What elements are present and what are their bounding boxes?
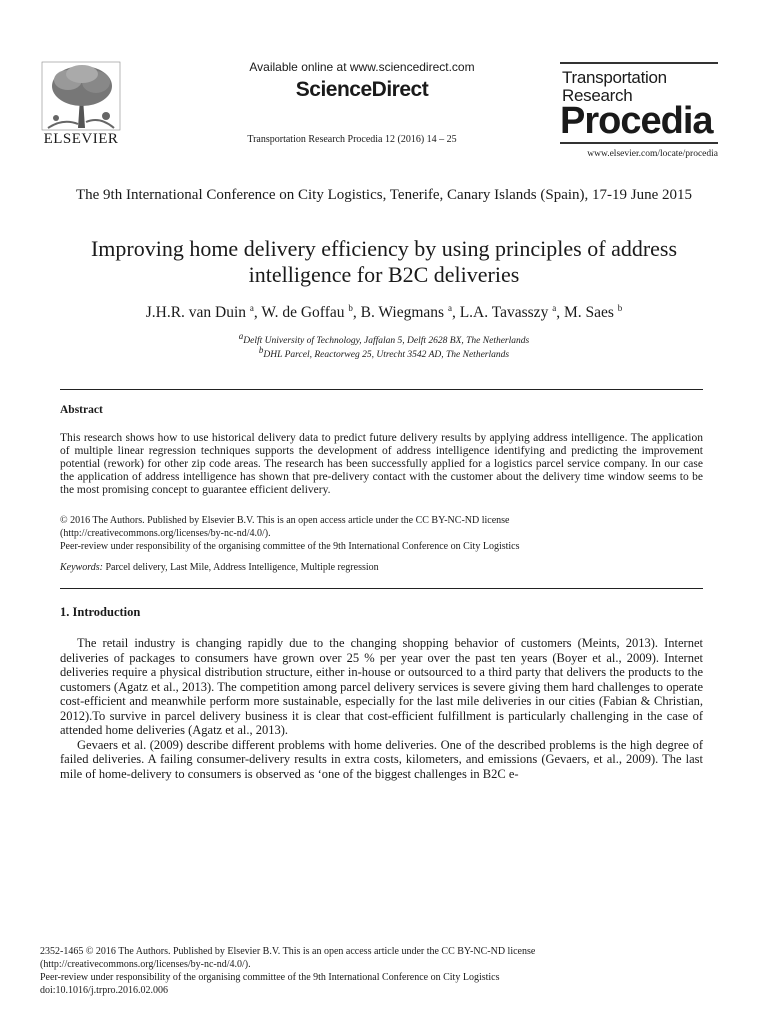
- journal-url-link[interactable]: www.elsevier.com/locate/procedia: [587, 149, 718, 159]
- license-link[interactable]: (http://creativecommons.org/licenses/by-nc-nd/4.0/).: [60, 528, 271, 539]
- copyright-line: © 2016 The Authors. Published by Elsevier B.V. This is an open access article under the CC BY-NC-ND license: [60, 515, 510, 526]
- journal-logo-procedia: Procedia: [560, 100, 713, 142]
- keywords-label: Keywords:: [60, 562, 103, 573]
- affiliation-a: [40, 331, 728, 347]
- abstract-heading: Abstract: [60, 404, 103, 416]
- publisher-wordmark: ELSEVIER: [43, 131, 119, 147]
- footer-notice: [40, 945, 728, 997]
- affiliation-mark: a: [238, 331, 244, 341]
- paragraph: Gevaers et al. (2009) describe different problems with home deliveries. One of the described problems is the high degree of failed deliveries. A failing consumer-delivery results in extra costs, kilometers, and emissions (Gevaers, et al., 2009). The last mile of home-delivery to consumers is observed as ‘one of the biggest challenges in B2C e-: [60, 737, 703, 781]
- affiliation-text: Delft University of Technology, Jaffalan 5, Delft 2628 BX, The Netherlands: [243, 336, 530, 347]
- author-name: J.H.R. van Duin: [145, 304, 247, 321]
- peer-review-line: Peer-review under responsibility of the organising committee of the 9th International Conference on City Logistics: [60, 541, 520, 552]
- author-name: M. Saes: [563, 304, 614, 321]
- keywords-text: Parcel delivery, Last Mile, Address Intelligence, Multiple regression: [105, 562, 379, 573]
- affiliation-b: [40, 345, 728, 361]
- footer-doi[interactable]: doi:10.1016/j.trpro.2016.02.006: [40, 985, 169, 996]
- affiliation-mark: b: [258, 345, 264, 355]
- author-affiliation-mark: a: [447, 302, 452, 313]
- author-affiliation-mark: a: [552, 302, 557, 313]
- journal-logo-top-rule: [560, 62, 718, 64]
- abstract-body: This research shows how to use historical delivery data to predict future delivery results by applying address intelligence. The application of multiple linear regression techniques supports the development of address intelligence identifying and predicting the improvement potential (rework) for other zip code areas. The research has been successfully applied for a logistics parcel service company. In our case the application of address intelligence has shown that pre-delivery contact with the customer about the delivery time window seems to be the most promising concept to guarantee efficient delivery.: [60, 432, 703, 496]
- keywords: [60, 562, 703, 573]
- footer-issn-line: 2352-1465 © 2016 The Authors. Published by Elsevier B.V. This is an open access article under the CC BY-NC-ND license: [40, 946, 536, 957]
- section-divider: [60, 588, 703, 589]
- author-affiliation-mark: b: [617, 302, 623, 313]
- introduction-heading: 1. Introduction: [60, 605, 141, 619]
- affiliation-text: DHL Parcel, Reactorweg 25, Utrecht 3542 AD, The Netherlands: [263, 350, 510, 361]
- paper-title: Improving home delivery efficiency by using principles of address intelligence for B2C deliveries: [90, 236, 678, 287]
- journal-logo-bottom-rule: [560, 142, 718, 144]
- author-name: W. de Goffau: [261, 304, 345, 321]
- copyright-notice: [60, 514, 703, 553]
- footer-license-link[interactable]: (http://creativecommons.org/licenses/by-nc-nd/4.0/).: [40, 959, 251, 970]
- journal-citation: Transportation Research Procedia 12 (2016) 14 – 25: [247, 134, 457, 145]
- journal-logo-line2: Research: [562, 86, 633, 105]
- sciencedirect-brand[interactable]: ScienceDirect: [295, 78, 429, 101]
- author-name: L.A. Tavasszy: [459, 304, 549, 321]
- available-online-text[interactable]: Available online at www.sciencedirect.com: [249, 60, 475, 74]
- conference-line: The 9th International Conference on City Logistics, Tenerife, Canary Islands (Spain), 17-19 June 2015: [75, 187, 693, 203]
- author-list: J.H.R. van Duin $^a$, W. de Goffau $^b$, B. Wiegmans $^a$, L.A. Tavasszy $^a$, M. Saes $^b$: [145, 302, 623, 321]
- paragraph: The retail industry is changing rapidly due to the changing shopping behavior of customers (Meints, 2013). Internet deliveries of packages to consumers have grown over 25 % per year over the past ten years (Boyer et al., 2009). Internet deliveries require a physical distribution structure, either in-house or outsourced to a third party that delivers the products to the customers (Agatz et al., 2013). The competition among parcel delivery services is severe giving them hard challenges to operate cost-efficient and meanwhile perform more sustainable, especially for the last mile deliveries in our cities (Fabian & Christian, 2012).To survive in parcel delivery business it is clear that cost-efficient fulfillment is particularly challenging in the case of attended home deliveries (Agatz et al., 2013).: [60, 636, 703, 737]
- author-affiliation-mark: a: [249, 302, 254, 313]
- journal-logo-line1: Transportation: [562, 68, 667, 87]
- footer-peer-review: Peer-review under responsibility of the organising committee of the 9th International Conference on City Logistics: [40, 972, 500, 983]
- author-name: B. Wiegmans: [360, 304, 445, 321]
- introduction-body: [60, 636, 703, 781]
- section-divider: [60, 389, 703, 390]
- author-affiliation-mark: b: [348, 302, 353, 313]
